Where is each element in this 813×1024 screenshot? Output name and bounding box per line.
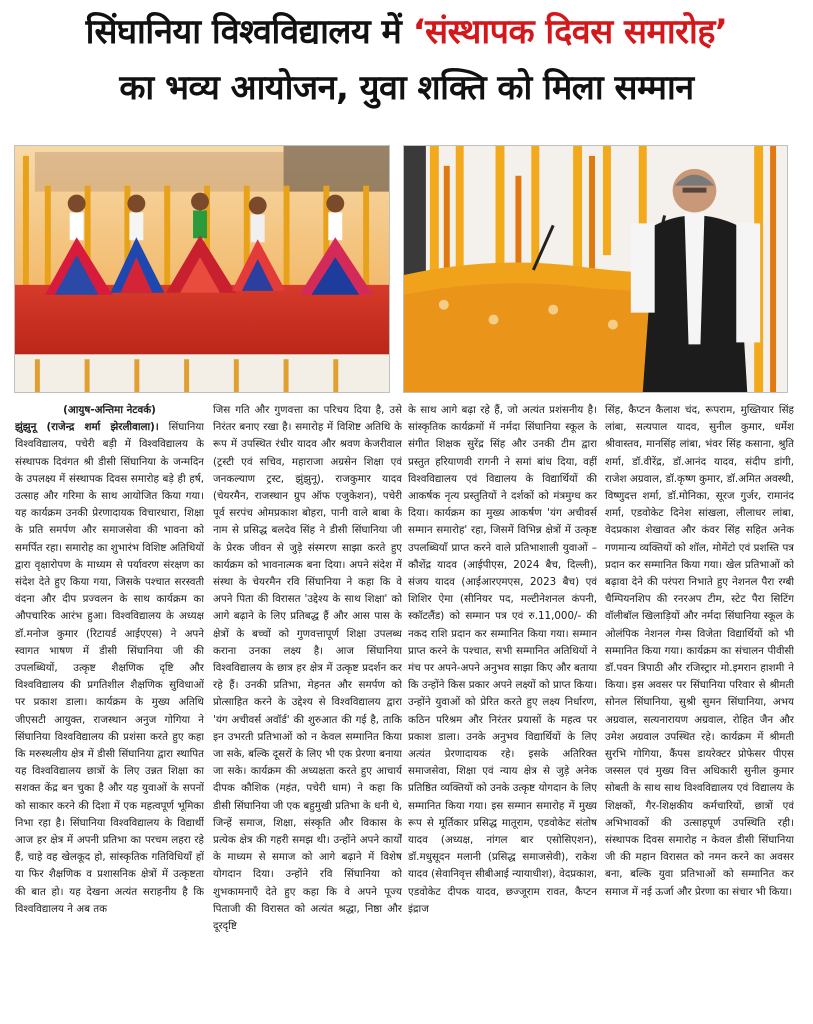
column-1-text: सिंघानिया विश्वविद्यालय, पचेरी बड़ी में विश्वविद्यालय के संस्थापक दिवंगत श्री डीसी सिंघानिया के जन्मदिन के उपलक्ष्य में संस्थापक दिवस समारोह बड़े ही हर्ष, उत्साह और गरिमा के साथ आयोजित किया गया। यह कार्यक्रम उनकी प्रेरणादायक विचारधारा, शिक्षा के प्रति समर्पण और समाजसेवा की भावना को समर्पित रहा। समारोह का शुभारंभ विशिष्ट अतिथियों द्वारा वृक्षारोपण के माध्यम से पर्यावरण संरक्षण का संदेश देते हुए किया गया, जिसके पश्चात सरस्वती वंदना और दीप प्रज्वलन के साथ कार्यक्रम का औपचारिक आरंभ हुआ। विश्वविद्यालय के अध्यक्ष डॉ.मनोज कुमार (रिटायर्ड आईएएस) ने अपने स्वागत भाषण में डीसी सिंघानिया जी की उपलब्धियों, उत्कृष्ट शैक्षणिक दृष्टि और विश्वविद्यालय की प्रगतिशील शैक्षणिक सुविधाओं पर प्रकाश डाला। कार्यक्रम के मुख्य अतिथि जीएसटी आयुक्त, राजस्थान अनुज गोगिया ने सिंघानिया विश्वविद्यालय की प्रशंसा करते हुए कहा कि मरुस्थलीय क्षेत्र में डीसी सिंघानिया द्वारा स्थापित यह विश्वविद्यालय छात्रों के लिए उन्नत शिक्षा का सशक्त केंद्र बन चुका है और यह युवाओं के सपनों को साकार करने की दिशा में एक महत्वपूर्ण भूमिका निभा रहा है। सिंघानिया विश्वविद्यालय के विद्यार्थी आज हर क्षेत्र में अपनी प्रतिभा का परचम लहरा रहे हैं, चाहे वह खेलकूद हो, सांस्कृतिक गतिविधियाँ हों या फिर शैक्षणिक व प्रशासनिक क्षेत्रों में उत्कृष्टता की बात हो। यह देखना अत्यंत सराहनीय है कि विश्वविद्यालय ने अब तक [15, 421, 204, 915]
article-column-2 [213, 402, 402, 1020]
column-4-text: सिंह, कैप्टन कैलाश चंद, रूपराम, मुख्तियार सिंह लांबा, सत्यपाल यादव, सुनील कुमार, धर्मेश श्रीवास्तव, मानसिंह लांबा, भंवर सिंह कसाना, श्रुति शर्मा, डॉ.वीरेंद्र, डॉ.आनंद यादव, संदीप डांगी, राजेश अग्रवाल, डॉ.कृष्ण कुमार, डॉ.अमित अवस्थी, विष्णुदत्त शर्मा, डॉ.मोनिका, सूरज गुर्जर, रामानंद शर्मा, एडवोकेट दिनेश सांखला, लीलाधर लांबा, वेदप्रकाश शेखावत और कंवर सिंह सहित अनेक गणमान्य व्यक्तियों को शॉल, मोमेंटो एवं प्रशस्ति पत्र प्रदान कर सम्मानित किया गया। खेल प्रतिभाओं को बढ़ावा देने की परंपरा निभाते हुए नेशनल पैरा रग्बी चैम्पियनशिप की रनरअप टीम, स्टेट पैरा सिटिंग वॉलीबॉल खिलाड़ियों और नर्मदा सिंघानिया स्कूल के ओलंपिक नेशनल गेम्स विजेता विद्यार्थियों को भी सम्मानित किया गया। कार्यक्रम का संचालन पीवीसी डॉ.पवन त्रिपाठी और रजिस्ट्रार मो.इमरान हाशमी ने किया। इस अवसर पर सिंघानिया परिवार से श्रीमती सोनल सिंघानिया, सुश्री सुमन सिंघानिया, अभय अग्रवाल, सत्यनारायण अग्रवाल, रोहित जैन और उमेश अग्रवाल उपस्थित रहे। कार्यक्रम में श्रीमती सुरभि गोगिया, कैंपस डायरेक्टर प्रोफेसर पीएस जस्सल एवं मुख्य वित्त अधिकारी सुनील कुमार सोबती के साथ साथ विश्वविद्यालय एवं विद्यालय के शिक्षकों, गैर-शिक्षकीय कर्मचारियों, छात्रों एवं अभिभावकों की उत्साहपूर्ण उपस्थिति रही। संस्थापक दिवस समारोह न केवल डीसी सिंघानिया जी की महान विरासत को नमन करने का अवसर बना, बल्कि युवा प्रतिभाओं को सम्मानित कर समाज में नई ऊर्जा और प्रेरणा का संचार भी किया। [605, 404, 794, 898]
headline [8, 4, 805, 116]
column-2-text: जिस गति और गुणवत्ता का परिचय दिया है, उसे निरंतर बनाए रखा है। समारोह में विशिष्ट अतिथि के रूप में उपस्थित रंधीर यादव और श्रवण केजरीवाल (ट्रस्टी एवं सचिव, महाराजा अग्रसेन शिक्षा एवं जनकल्याण ट्रस्ट, झुंझुनू), राजकुमार यादव (चेयरमैन, राजस्थान ग्रुप ऑफ एजुकेशन), पचेरी पूर्व सरपंच ओमप्रकाश बोहरा, पानी वाले बाबा के नाम से प्रसिद्ध बलदेव सिंह ने डीसी सिंघानिया जी के प्रेरक जीवन से जुड़े संस्मरण साझा करते हुए कार्यक्रम को भावनात्मक बना दिया। अपने संदेश में संस्था के चेयरमैन रवि सिंघानिया ने कहा कि वे अपने पिता की विरासत 'उद्देश्य के साथ शिक्षा' को आगे बढ़ाने के लिए प्रतिबद्ध हैं और आस पास के क्षेत्रों के बच्चों को गुणवत्तापूर्ण शिक्षा उपलब्ध कराना उनका लक्ष्य है। आज सिंघानिया विश्वविद्यालय के छात्र हर क्षेत्र में उत्कृष्ट प्रदर्शन कर रहे हैं। उनकी प्रतिभा, मेहनत और समर्पण को प्रोत्साहित करने के उद्देश्य से विश्वविद्यालय द्वारा 'यंग अचीवर्स अवॉर्ड' की शुरुआत की गई है, ताकि इन उभरती प्रतिभाओं को न केवल सम्मानित किया जा सके, बल्कि दूसरों के लिए भी एक प्रेरणा बनाया जा सके। कार्यक्रम की अध्यक्षता करते हुए आचार्य दीपक कौशिक (महंत, पचेरी धाम) ने कहा कि डीसी सिंघानिया जी एक बहुमुखी प्रतिभा के धनी थे, जिन्हें समाज, शिक्षा, संस्कृति और विकास के प्रत्येक क्षेत्र की गहरी समझ थी। उन्होंने अपने कार्यों के माध्यम से समाज को आगे बढ़ाने में विशेष योगदान दिया। उन्होंने रवि सिंघानिया को शुभकामनाएँ देते हुए कहा कि वे अपने पूज्य पिताजी की विरासत को अत्यंत श्रद्धा, निष्ठा और दूरदृष्टि [213, 404, 402, 933]
headline-part1: सिंघानिया विश्वविद्यालय में [85, 12, 413, 52]
speaker-photo-illustration [404, 146, 787, 392]
headline-line-1 [8, 4, 805, 60]
news-agency-credit: (आयुष-अन्तिमा नेटवर्क) [63, 404, 156, 416]
dance-photo-illustration [15, 146, 389, 392]
headline-highlight: ‘संस्थापक दिवस समारोह’ [412, 12, 728, 52]
column-3-text: के साथ आगे बढ़ा रहे हैं, जो अत्यंत प्रशंसनीय है। सांस्कृतिक कार्यक्रमों में नर्मदा सिंघानिया स्कूल के संगीत शिक्षक सुरेंद्र सिंह और उनकी टीम द्वारा प्रस्तुत हरियाणवी रागनी ने समां बांध दिया, वहीं विश्वविद्यालय एवं विद्यालय के विद्यार्थियों की आकर्षक नृत्य प्रस्तुतियों ने दर्शकों को मंत्रमुग्ध कर दिया। कार्यक्रम का मुख्य आकर्षण 'यंग अचीवर्स सम्मान समारोह' रहा, जिसमें विभिन्न क्षेत्रों में उत्कृष्ट उपलब्धियाँ प्राप्त करने वाले प्रतिभाशाली युवाओं – कौशेंद्र यादव (आईपीएस, 2024 बैच, दिल्ली), संजय यादव (आईआरएमएस, 2023 बैच) एवं शिशिर ऐमा (सीनियर पद, मल्टीनेशनल कंपनी, स्कॉटलैंड) को सम्मान पत्र एवं रु.11,000/- की नकद राशि प्रदान कर सम्मानित किया गया। सम्मान प्राप्त करने के पश्चात, सभी सम्मानित अतिथियों ने मंच पर अपने-अपने अनुभव साझा किए और बताया कि उन्होंने किस प्रकार अपने लक्ष्यों को प्राप्त किया। उन्होंने युवाओं को प्रेरित करते हुए लक्ष्य निर्धारण, कठिन परिश्रम और निरंतर प्रयासों के महत्व पर प्रकाश डाला। उनके अनुभव विद्यार्थियों के लिए अत्यंत प्रेरणादायक रहे। इसके अतिरिक्त समाजसेवा, शिक्षा एवं न्याय क्षेत्र से जुड़े अनेक प्रतिष्ठित व्यक्तियों को उनके उत्कृष्ट योगदान के लिए सम्मानित किया गया। इस सम्मान समारोह में मुख्य रूप से मूर्तिकार प्रसिद्ध मातूराम, एडवोकेट संतोष यादव (अध्यक्ष, नांगल बार एसोसिएशन), डॉ.मधुसूदन मलानी (प्रसिद्ध समाजसेवी), राकेश यादव (सेवानिवृत्त सीबीआई न्यायाधीश), वेदप्रकाश, एडवोकेट दीपक यादव, छज्जूराम रावत, कैप्टन इंद्राज [408, 404, 597, 915]
article-column-4 [605, 402, 794, 1020]
speaker-podium-photo [403, 145, 788, 393]
dateline: झुंझुनू (राजेन्द्र शर्मा झेरलीवाला)। [15, 421, 159, 434]
article-paragraph-1 [15, 419, 204, 918]
article-column-3 [408, 402, 597, 1020]
dance-performance-photo [14, 145, 390, 393]
article-column-1 [15, 402, 204, 1020]
headline-line-2: का भव्य आयोजन, युवा शक्ति को मिला सम्मान [119, 68, 694, 108]
